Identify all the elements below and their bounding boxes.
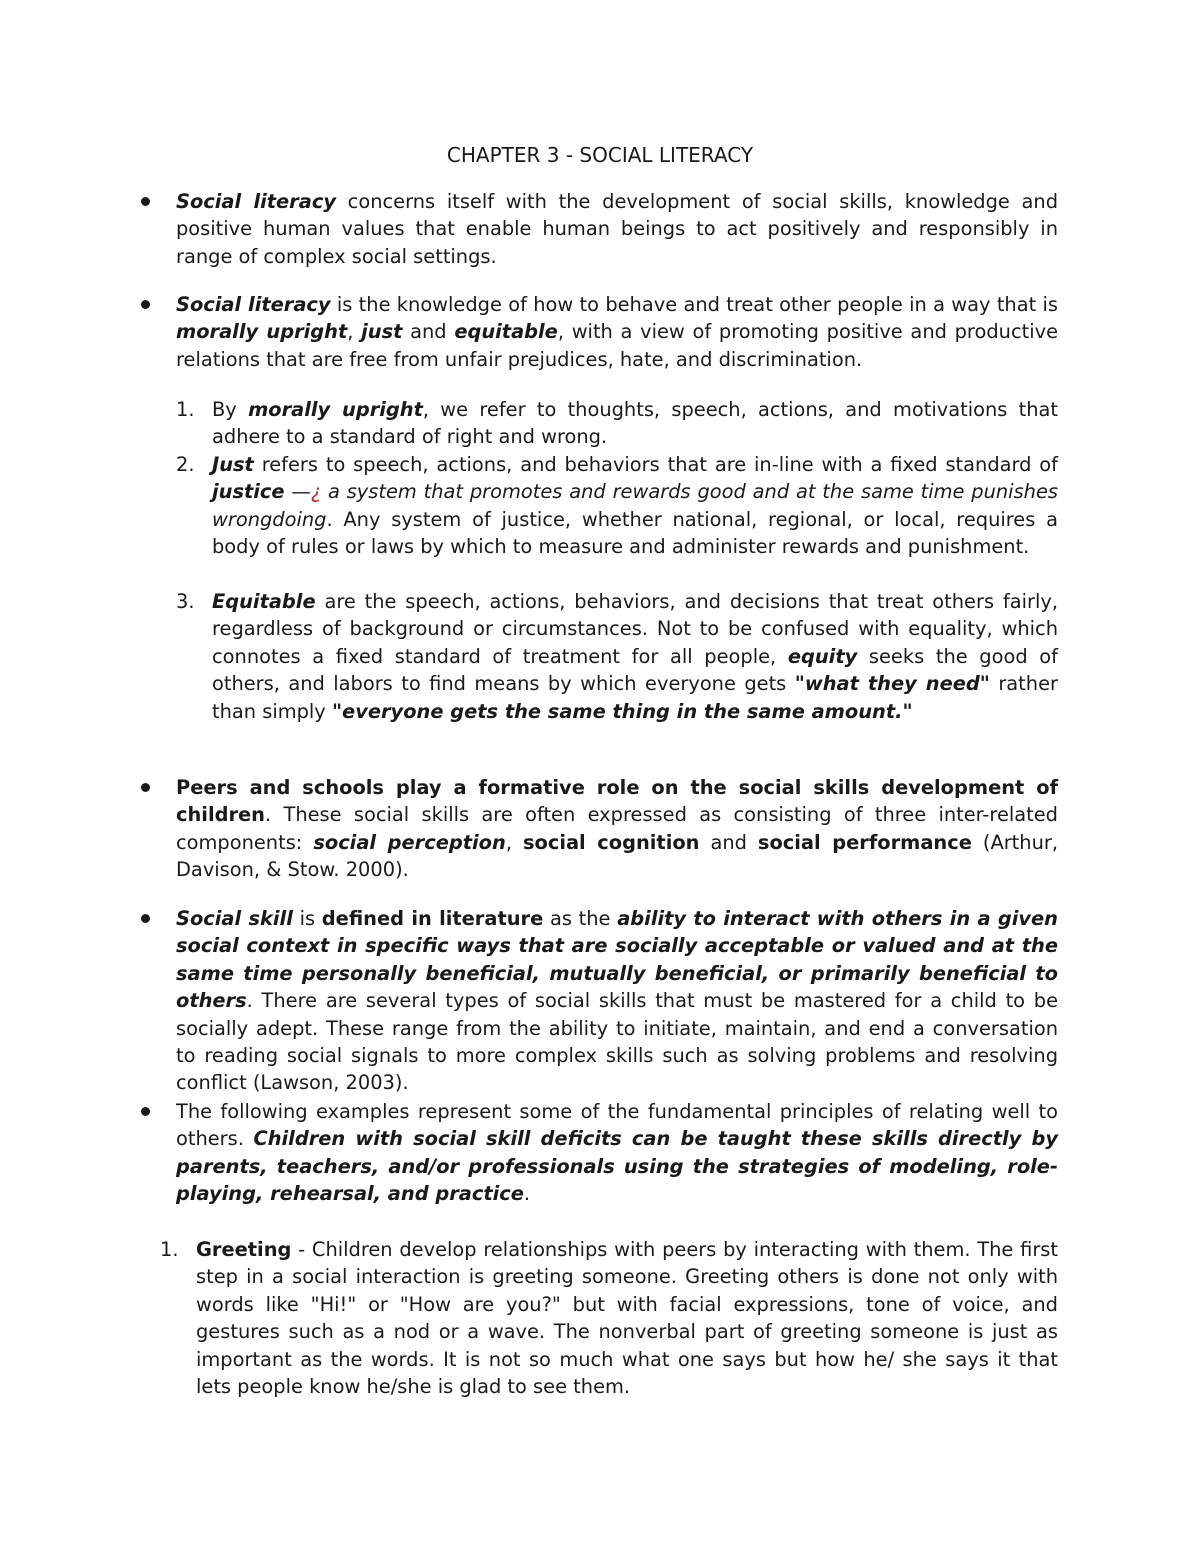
- paragraph-text: is the knowledge of how to behave and treat other people in a way that is: [330, 293, 1058, 316]
- paragraph-text: , with a view of promoting positive and productive relations that are free from unfair prejudices, hate, and discrimination.: [176, 320, 1058, 371]
- term-equity: equity: [787, 644, 858, 668]
- paragraph-text: and: [699, 830, 758, 854]
- peers-heading: Peers and schools play a formative role on the social skills development of children: [176, 776, 1058, 827]
- bullet-fundamental-principles: [176, 1098, 1058, 1208]
- term-social-literacy: Social literacy: [176, 190, 336, 213]
- bullet-social-skill-definition: [176, 905, 1058, 1097]
- social-skill-definition: ability to interact with others in a given social context in specific ways that are socially acceptable or valued and at the same time personally beneficial, mutually beneficial, or primarily beneficial to others: [176, 907, 1058, 1013]
- paragraph-text: concerns itself with the development of social skills, knowledge and positive human values that enable human beings to act positively and responsibly in range of complex social settings.: [176, 190, 1059, 268]
- term-morally-upright: morally upright: [176, 320, 348, 344]
- term-just: just: [361, 320, 403, 344]
- bullet-icon: [141, 300, 150, 309]
- term-social-skill: Social skill: [176, 907, 293, 930]
- paragraph-text: . These social skills are often expressed as consisting of three inter-related components:: [176, 803, 1058, 854]
- list-number: 3.: [176, 590, 195, 613]
- list-number: 2.: [176, 453, 195, 476]
- term-morally-upright: morally upright: [248, 398, 423, 421]
- list-number: 1.: [160, 1238, 179, 1261]
- list-item-morally-upright: [212, 396, 1058, 451]
- paragraph-text: , we refer to thoughts, speech, actions, and motivations that adhere to a standard of right and wrong.: [212, 398, 1058, 449]
- paragraph-text: By: [212, 398, 249, 421]
- bullet-icon: [141, 914, 150, 923]
- inverted-question-glyph: ¿: [310, 480, 322, 504]
- list-item-just: [212, 451, 1058, 561]
- paragraph-text: ,: [505, 830, 523, 854]
- quote-what-they-need: "what they need": [794, 672, 990, 696]
- term-social-performance: social performance: [757, 830, 972, 854]
- bullet-icon: [141, 197, 150, 206]
- strategies-statement: Children with social skill deficits can be taught these skills directly by parents, teachers, and/or professionals using the strategies of modeling, role-playing, rehearsal, and practice: [176, 1127, 1058, 1206]
- paragraph-text: .: [523, 1182, 531, 1206]
- paragraph-text: refers to speech, actions, and behaviors that are in-line with a fixed standard of: [253, 453, 1058, 476]
- term-social-perception: social perception: [313, 830, 506, 854]
- paragraph-text: and: [402, 320, 455, 344]
- bullet-social-literacy-definition: [176, 188, 1058, 270]
- paragraph-text: is: [292, 907, 322, 930]
- paragraph-text: . Any system of justice, whether national, regional, or local, requires a body of rules or laws by which to measure and administer rewards and punishment.: [212, 507, 1058, 559]
- list-item-greeting: [196, 1236, 1058, 1400]
- term-social-literacy: Social literacy: [176, 293, 331, 316]
- term-greeting: Greeting: [196, 1238, 292, 1261]
- quote-everyone-same: "everyone gets the same thing in the same amount.": [331, 699, 913, 723]
- term-justice: justice: [212, 480, 285, 504]
- list-item-equitable: [212, 588, 1058, 725]
- paragraph-text: as the: [543, 907, 618, 930]
- list-number: 1.: [176, 398, 195, 421]
- paragraph-text: ,: [347, 320, 362, 344]
- term-just: Just: [212, 453, 254, 476]
- paragraph-text: are the speech, actions, behaviors, and decisions that treat others fairly, regardless of background or circumstances. Not to be confused with equality, which connotes a fixed standard of treatment for all people,: [212, 590, 1058, 668]
- paragraph-text: seeks the good of others, and labors to find means by which everyone gets: [212, 644, 1058, 696]
- term-defined-in-literature: defined in literature: [321, 907, 544, 930]
- paragraph-text: The following examples represent some of the fundamental principles of relating well to others.: [176, 1100, 1058, 1151]
- em-dash: —: [284, 480, 311, 504]
- bullet-icon: [141, 1107, 150, 1116]
- paragraph-text: . There are several types of social skills that must be mastered for a child to be socially adept. These range from the ability to initiate, maintain, and end a conversation to reading social signals to more complex skills such as solving problems and resolving conflict (Lawson, 2003).: [176, 989, 1058, 1095]
- term-social-cognition: social cognition: [522, 830, 700, 854]
- page-title: CHAPTER 3 - SOCIAL LITERACY: [446, 143, 754, 167]
- term-equitable: equitable: [454, 320, 558, 344]
- bullet-social-literacy-knowledge: [176, 291, 1058, 373]
- justice-definition: a system that promotes and rewards good and at the same time punishes wrongdoing: [212, 480, 1058, 531]
- term-equitable: Equitable: [212, 590, 316, 613]
- bullet-icon: [141, 783, 150, 792]
- paragraph-text: rather than simply: [212, 672, 1058, 723]
- bullet-peers-and-schools: [176, 774, 1058, 884]
- paragraph-text: (Arthur, Davison, & Stow. 2000).: [176, 830, 1058, 882]
- paragraph-text: - Children develop relationships with peers by interacting with them. The first step in a social interaction is greeting someone. Greeting others is done not only with words like "Hi!" or "How are you?" but with facial expressions, tone of voice, and gestures such as a nod or a wave. The nonverbal part of greeting someone is just as important as the words. It is not so much what one says but how he/ she says it that lets people know he/she is glad to see them.: [196, 1238, 1058, 1399]
